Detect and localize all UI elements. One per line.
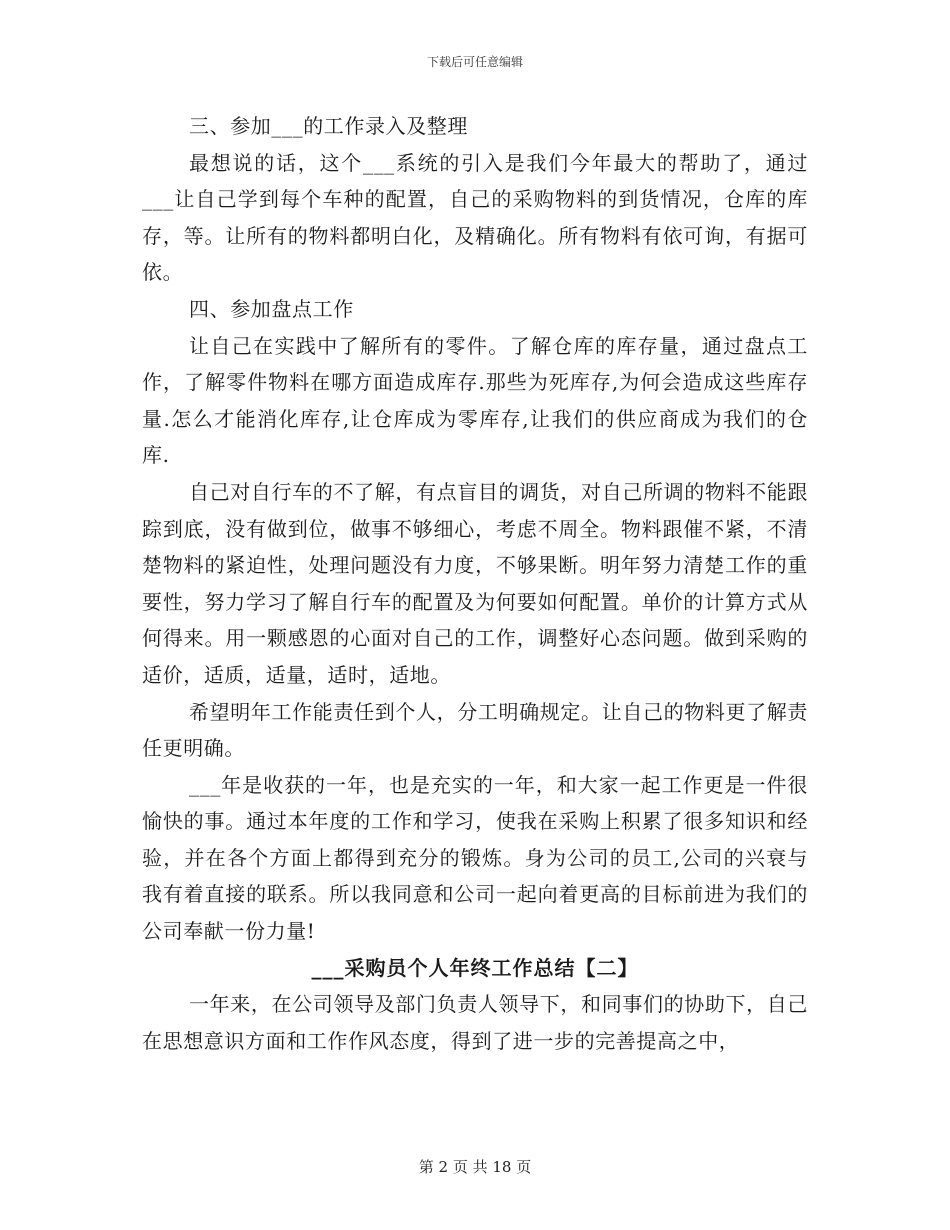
page-header: 下载后可任意编辑 bbox=[426, 55, 523, 69]
body-paragraph: 自己对自行车的不了解，有点盲目的调货，对自己所调的物料不能跟踪到底，没有做到位，做事不够细心，考虑不周全。物料跟催不紧，不清楚物料的紧迫性，处理问题没有力度，不够果断。明年努力清楚工作的重要性，努力学习了解自行车的配置及为何要如何配置。单价的计算方式从何得来。用一颗感恩的心面对自己的工作，调整好心态问题。做到采购的适价，适质，适量，适时，适地。 bbox=[142, 479, 808, 687]
body-paragraph: 希望明年工作能责任到个人，分工明确规定。让自己的物料更了解责任更明确。 bbox=[142, 699, 808, 761]
section-heading-3: 三、参加___的工作录入及整理 bbox=[189, 114, 468, 138]
page-number: 第 2 页 共 18 页 bbox=[418, 1158, 532, 1176]
document-heading: ___采购员个人年终工作总结【二】 bbox=[311, 955, 639, 980]
body-paragraph: 一年来，在公司领导及部门负责人领导下，和同事们的协助下，自己在思想意识方面和工作作风态度，得到了进一步的完善提高之中， bbox=[142, 992, 808, 1053]
document-body bbox=[142, 108, 808, 1059]
section-heading-4: 四、参加盘点工作 bbox=[189, 296, 354, 321]
body-paragraph: 让自己在实践中了解所有的零件。了解仓库的库存量，通过盘点工作，了解零件物料在哪方面造成库存.那些为死库存,为何会造成这些库存量.怎么才能消化库存,让仓库成为零库存,让我们的供应商成为我们的仓库. bbox=[142, 333, 808, 468]
body-paragraph: ___年是收获的一年，也是充实的一年，和大家一起工作更是一件很愉快的事。通过本年度的工作和学习，使我在采购上积累了很多知识和经验，并在各个方面上都得到充分的锻炼。身为公司的员工,公司的兴衰与我有着直接的联系。所以我同意和公司一起向着更高的目标前进为我们的公司奉献一份力量! bbox=[142, 772, 808, 944]
body-paragraph: 最想说的话，这个___系统的引入是我们今年最大的帮助了，通过___让自己学到每个车种的配置，自己的采购物料的到货情况，仓库的库存，等。让所有的物料都明白化，及精确化。所有物料有依可询，有据可依。 bbox=[142, 150, 808, 285]
